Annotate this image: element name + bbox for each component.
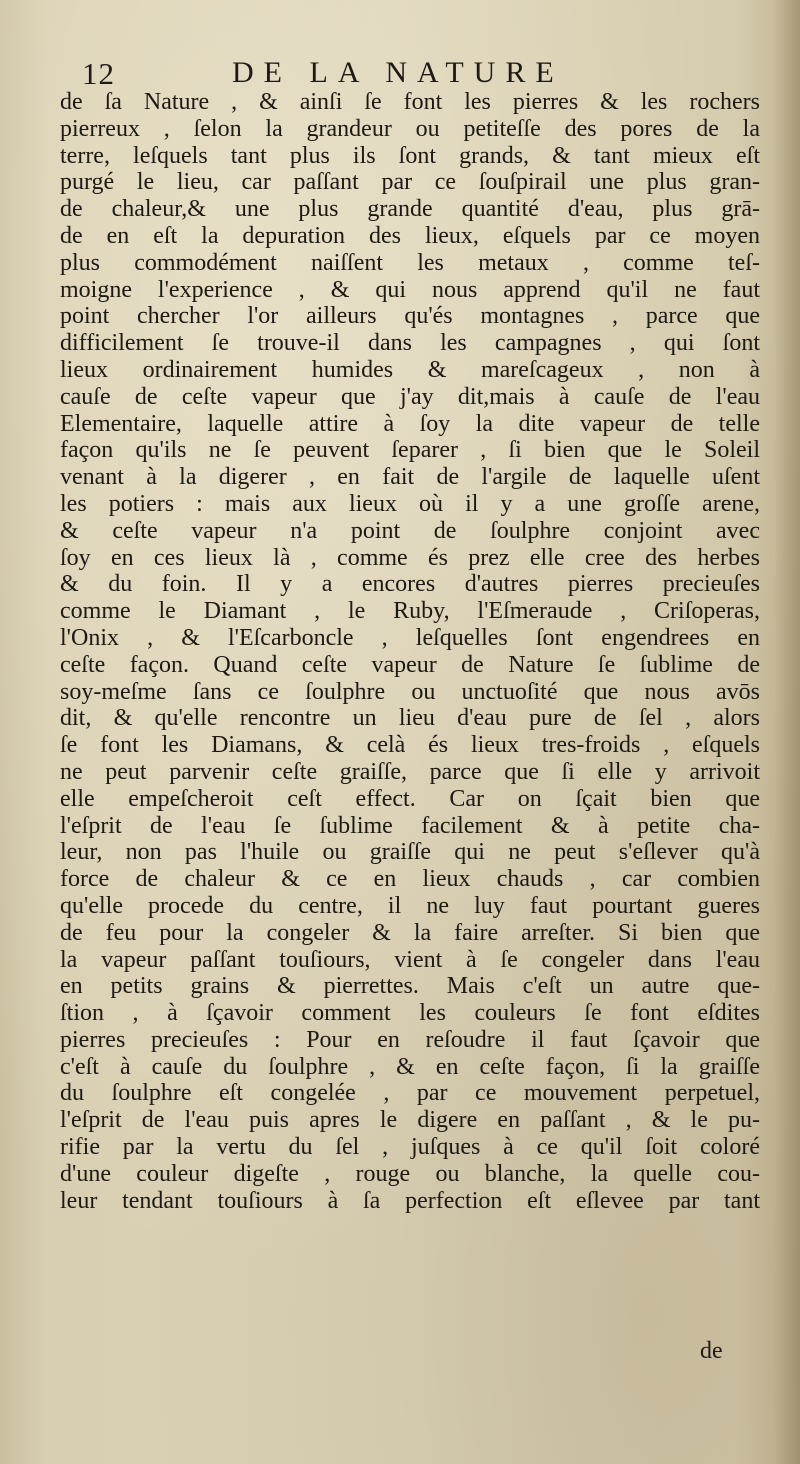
text-line: point chercher l'or ailleurs qu'és montagnes , parce que [60, 303, 760, 330]
catchword: de [700, 1338, 723, 1364]
text-line: plus commodément naiſſent les metaux , comme teſ- [60, 249, 760, 276]
text-line: venant à la digerer , en fait de l'argile de laquelle uſent [60, 464, 760, 491]
text-line: de feu pour la congeler & la faire arreſter. Si bien que [60, 919, 760, 946]
text-line: d'une couleur digeſte , rouge ou blanche, la quelle cou- [60, 1160, 760, 1187]
text-line: terre, leſquels tant plus ils ſont grands, & tant mieux eſt [60, 142, 760, 169]
text-line: dit, & qu'elle rencontre un lieu d'eau pure de ſel , alors [60, 705, 760, 732]
text-line: Elementaire, laquelle attire à ſoy la dite vapeur de telle [60, 410, 760, 437]
text-line: leur, non pas l'huile ou graiſſe qui ne peut s'eſlever qu'à [60, 839, 760, 866]
page-number: 12 [82, 56, 115, 91]
text-line: ne peut parvenir ceſte graiſſe, parce que ſi elle y arrivoit [60, 758, 760, 785]
text-line: & du foin. Il y a encores d'autres pierres precieuſes [60, 571, 760, 598]
text-line: rifie par la vertu du ſel , juſques à ce qu'il ſoit coloré [60, 1134, 760, 1161]
text-line: ſoy en ces lieux là , comme és prez elle cree des herbes [60, 544, 760, 571]
text-line: du ſoulphre eſt congelée , par ce mouvement perpetuel, [60, 1080, 760, 1107]
text-line: de chaleur,& une plus grande quantité d'eau, plus grā- [60, 196, 760, 223]
text-line: la vapeur paſſant touſiours, vient à ſe congeler dans l'eau [60, 946, 760, 973]
text-line: cauſe de ceſte vapeur que j'ay dit,mais à cauſe de l'eau [60, 383, 760, 410]
text-line: elle empeſcheroit ceſt effect. Car on ſçait bien que [60, 785, 760, 812]
text-line: qu'elle procede du centre, il ne luy faut pourtant gueres [60, 892, 760, 919]
running-title: DE LA NATURE [232, 56, 564, 89]
text-line: purgé le lieu, car paſſant par ce ſouſpirail une plus gran- [60, 169, 760, 196]
text-line: l'eſprit de l'eau puis apres le digere en paſſant , & le pu- [60, 1107, 760, 1134]
text-line: comme le Diamant , le Ruby, l'Eſmeraude , Criſoperas, [60, 598, 760, 625]
text-line: l'Onix , & l'Eſcarboncle , leſquelles ſont engendrees en [60, 624, 760, 651]
body-text [60, 89, 760, 1214]
text-line: lieux ordinairement humides & mareſcageux , non à [60, 356, 760, 383]
text-line: ſe font les Diamans, & celà és lieux tres-froids , eſquels [60, 732, 760, 759]
text-line: leur tendant touſiours à ſa perfection eſt eſlevee par tant [60, 1187, 760, 1214]
text-line: pierres precieuſes : Pour en reſoudre il faut ſçavoir que [60, 1026, 760, 1053]
text-line: moigne l'experience , & qui nous apprend qu'il ne faut [60, 276, 760, 303]
text-line: soy-meſme ſans ce ſoulphre ou unctuoſité que nous avōs [60, 678, 760, 705]
text-line: les potiers : mais aux lieux où il y a une groſſe arene, [60, 490, 760, 517]
text-line: l'eſprit de l'eau ſe ſublime facilement & à petite cha- [60, 812, 760, 839]
text-line: c'eſt à cauſe du ſoulphre , & en ceſte façon, ſi la graiſſe [60, 1053, 760, 1080]
text-line: pierreux , ſelon la grandeur ou petiteſſe des pores de la [60, 115, 760, 142]
text-line: de en eſt la depuration des lieux, eſquels par ce moyen [60, 222, 760, 249]
text-line: en petits grains & pierrettes. Mais c'eſt un autre que- [60, 973, 760, 1000]
text-line: & ceſte vapeur n'a point de ſoulphre conjoint avec [60, 517, 760, 544]
text-line: force de chaleur & ce en lieux chauds , car combien [60, 866, 760, 893]
text-line: de ſa Nature , & ainſi ſe font les pierres & les rochers [60, 89, 760, 115]
text-line: ceſte façon. Quand ceſte vapeur de Nature ſe ſublime de [60, 651, 760, 678]
text-line: façon qu'ils ne ſe peuvent ſeparer , ſi bien que le Soleil [60, 437, 760, 464]
text-line: difficilement ſe trouve-il dans les campagnes , qui ſont [60, 330, 760, 357]
text-line: ſtion , à ſçavoir comment les couleurs ſe font eſdites [60, 1000, 760, 1027]
